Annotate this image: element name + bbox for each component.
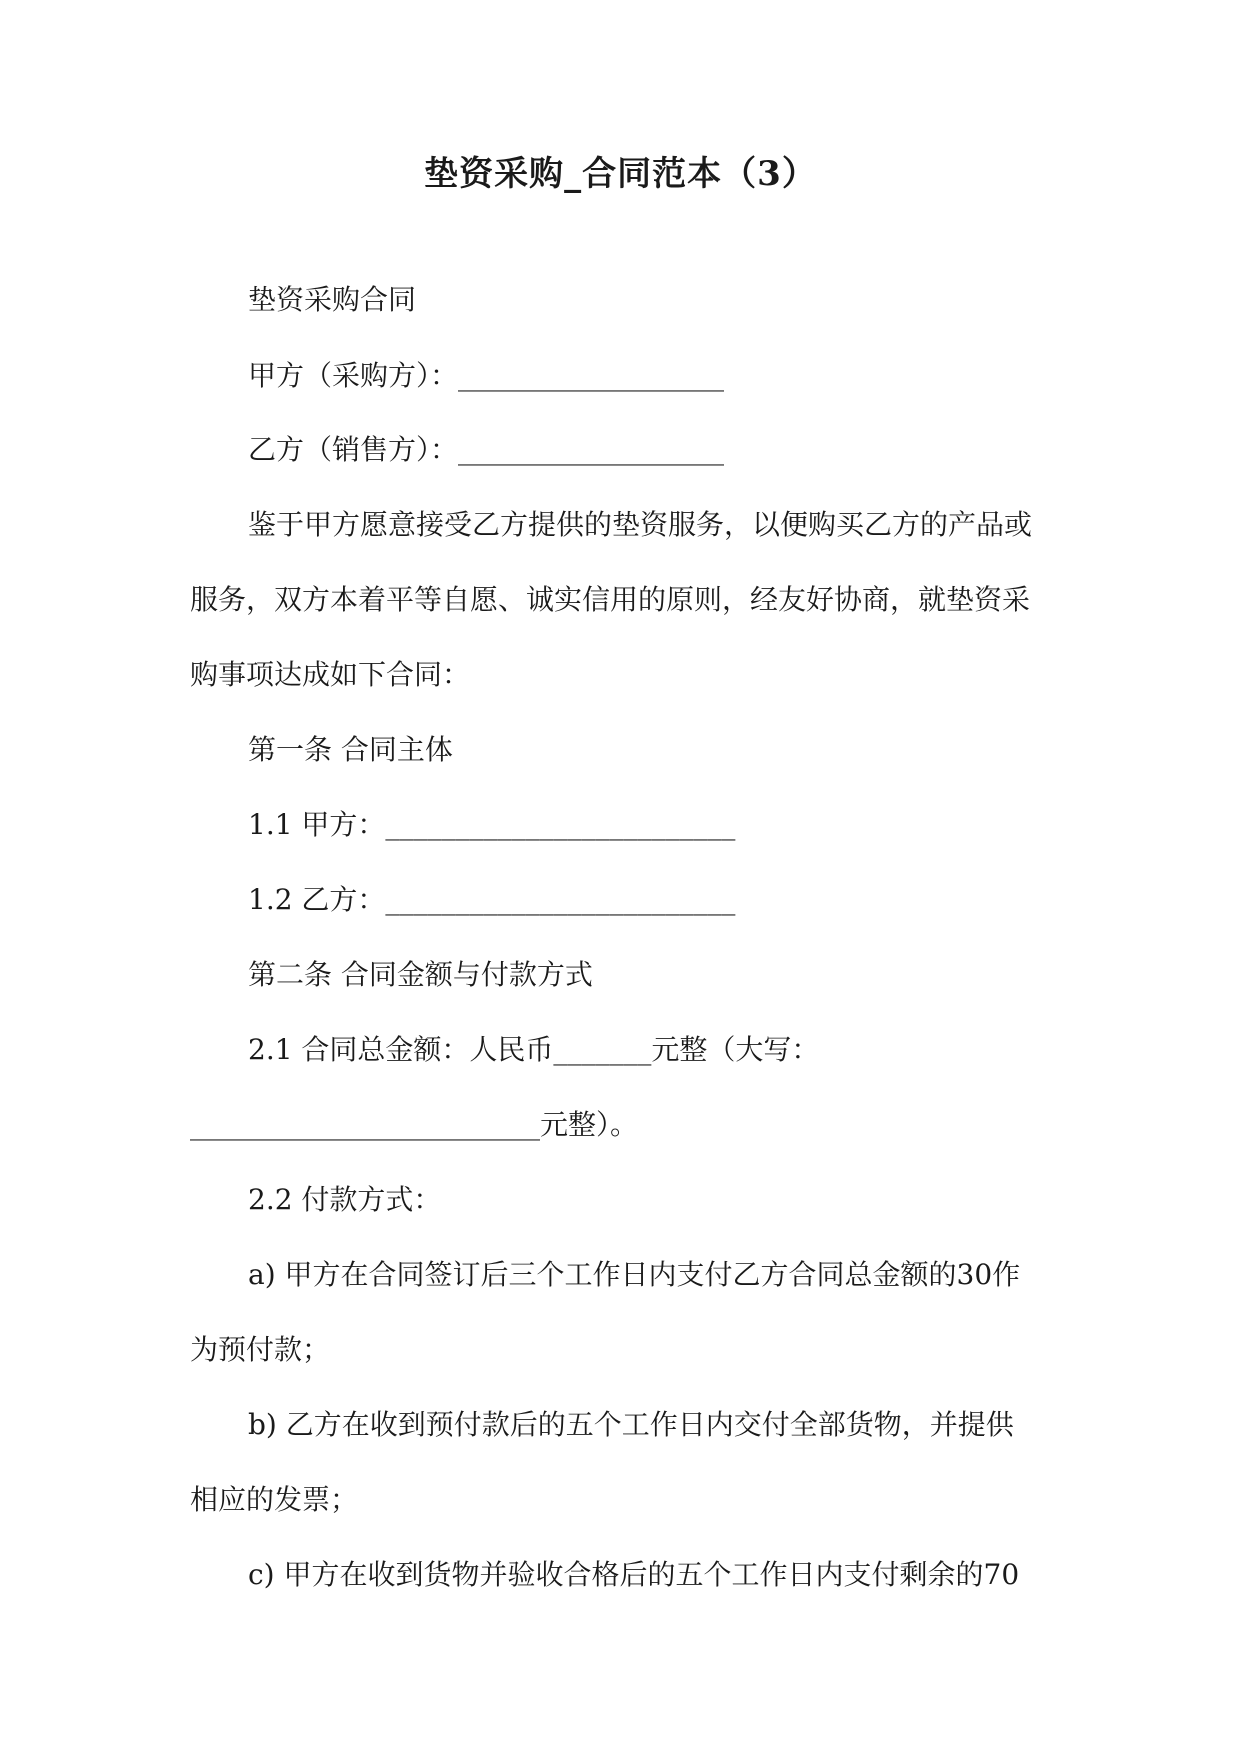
- document-title: 垫资采购_合同范本（3）: [424, 154, 817, 194]
- party-a-line: 甲方（采购方）：___________________: [248, 359, 725, 392]
- article-2-1-line-1: 2.1 合同总金额：人民币_______元整（大写：: [248, 1033, 820, 1066]
- contract-heading: 垫资采购合同: [248, 283, 417, 316]
- preamble-line-1: 鉴于甲方愿意接受乙方提供的垫资服务，以便购买乙方的产品或: [248, 508, 1033, 541]
- article-1-heading: 第一条 合同主体: [248, 733, 453, 766]
- preamble-line-2: 服务，双方本着平等自愿、诚实信用的原则，经友好协商，就垫资采: [190, 583, 1031, 616]
- clause-a-line-1: a) 甲方在合同签订后三个工作日内支付乙方合同总金额的30作: [248, 1258, 1021, 1291]
- article-2-heading: 第二条 合同金额与付款方式: [248, 958, 593, 991]
- article-2-2-heading: 2.2 付款方式：: [248, 1183, 442, 1216]
- clause-b-line-2: 相应的发票；: [190, 1483, 359, 1516]
- clause-b-line-1: b) 乙方在收到预付款后的五个工作日内交付全部货物，并提供: [248, 1408, 1014, 1441]
- article-2-1-line-2: _________________________元整）。: [190, 1108, 639, 1141]
- clause-a-line-2: 为预付款；: [190, 1333, 331, 1366]
- party-b-line: 乙方（销售方）：___________________: [248, 433, 725, 466]
- article-1-1: 1.1 甲方：_________________________: [248, 808, 736, 841]
- preamble-line-3: 购事项达成如下合同：: [190, 658, 471, 691]
- article-1-2: 1.2 乙方：_________________________: [248, 883, 736, 916]
- clause-c-line-1: c) 甲方在收到货物并验收合格后的五个工作日内支付剩余的70: [248, 1558, 1020, 1591]
